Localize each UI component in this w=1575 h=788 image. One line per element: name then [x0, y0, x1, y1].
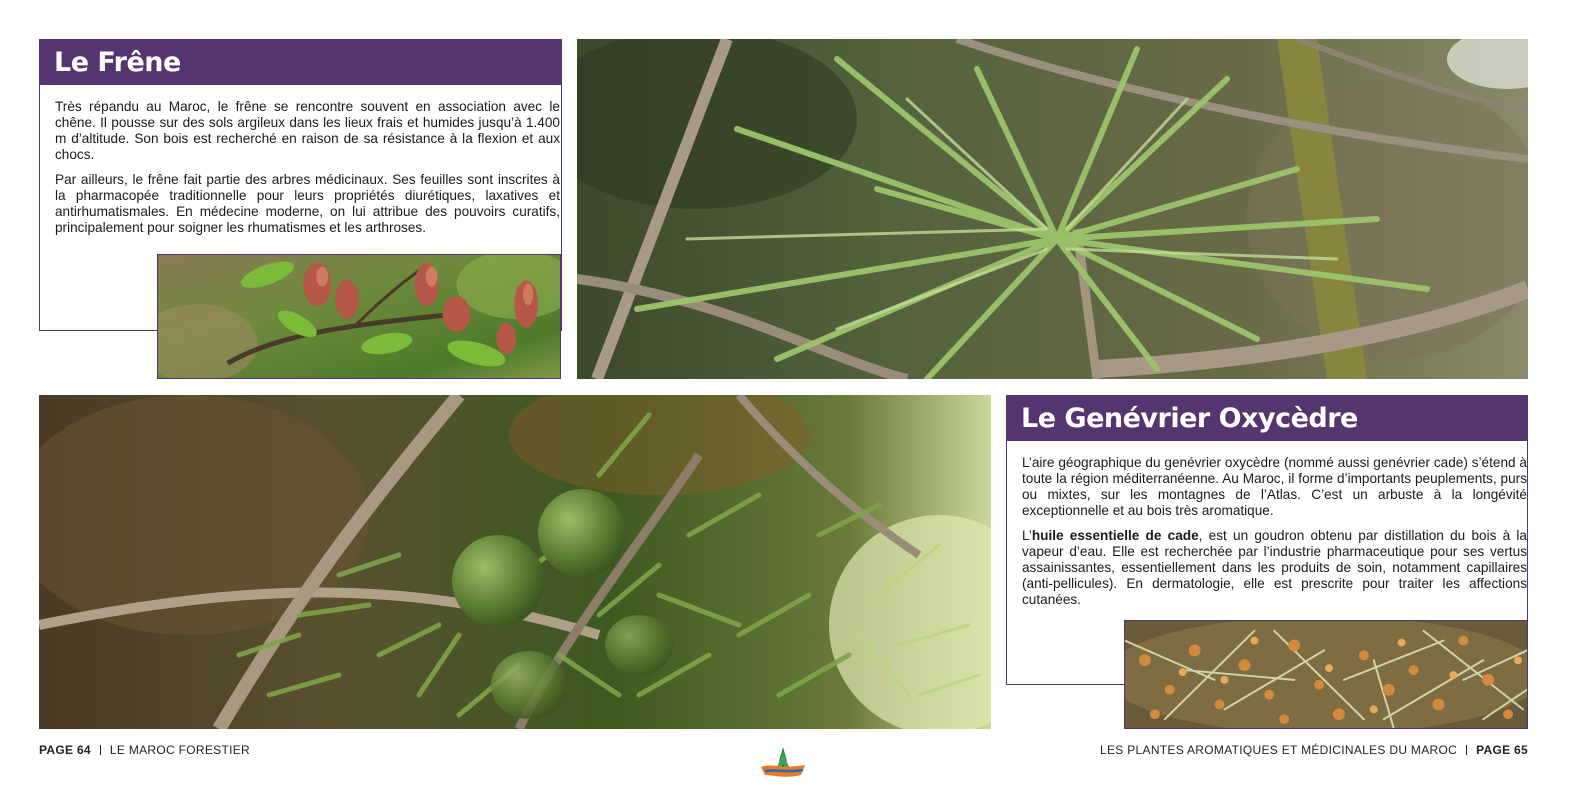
footer-left [39, 743, 250, 757]
genevrier-paragraph-1: L’aire géographique du genévrier oxycèdre (nommé aussi genévrier cade) s’étend à toute la région méditerranéenne. Au Maroc, il forme d’importants peuplements, purs ou mixtes, sur les montagnes de l’Atlas. C’est un arbuste à la longévité exceptionnelle et au bois très aromatique. [1022, 455, 1527, 518]
frene-text [55, 99, 560, 244]
genevrier-p2-bold: huile essentielle de cade [1031, 528, 1199, 543]
frene-title: Le Frêne [40, 40, 561, 85]
genevrier-paragraph-2 [1022, 528, 1527, 608]
footer-right-section-title: LES PLANTES AROMATIQUES ET MÉDICINALES DU MAROC [1100, 743, 1458, 757]
footer-left-section-title: LE MAROC FORESTIER [109, 743, 250, 757]
footer-right [1100, 743, 1528, 757]
genevrier-berries-photo [39, 395, 991, 729]
genevrier-p2-rest: , est un goudron obtenu par distillation du bois à la vapeur d’eau. Elle est recherchée par l’industrie pharmaceutique pour ses vertus assainissantes, essentiellement dans les produits de soin, notamment capillaires (anti-pellicules). En dermatologie, elle est prescrite pour traiter les affections cutanées. [1022, 528, 1527, 607]
genevrier-title: Le Genévrier Oxycèdre [1007, 396, 1527, 441]
footer-right-page-number: PAGE 65 [1476, 743, 1528, 757]
frene-paragraph-1: Très répandu au Maroc, le frêne se rencontre souvent en association avec le chêne. Il pousse sur des sols argileux dans les lieux frais et humides jusqu’à 1.400 m d’altitude. Son bois est recherché en raison de sa résistance à la flexion et aux chocs. [55, 99, 560, 162]
frene-branch-photo [577, 39, 1528, 379]
genevrier-p2-prefix: L’ [1022, 528, 1032, 543]
footer-left-page-number: PAGE 64 [39, 743, 91, 757]
footer-right-separator [1466, 745, 1467, 755]
genevrier-text [1022, 455, 1527, 616]
frene-buds-photo [157, 254, 561, 379]
publisher-logo [757, 745, 809, 781]
genevrier-cones-photo [1124, 620, 1528, 729]
frene-paragraph-2: Par ailleurs, le frêne fait partie des arbres médicinaux. Ses feuilles sont inscrites à la pharmacopée traditionnelle pour leurs propriétés diurétiques, laxatives et antirhumatismales. En médecine moderne, on lui attribue des pouvoirs curatifs, principalement pour soigner les rhumatismes et les arthroses. [55, 172, 560, 235]
footer-left-separator [100, 745, 101, 755]
